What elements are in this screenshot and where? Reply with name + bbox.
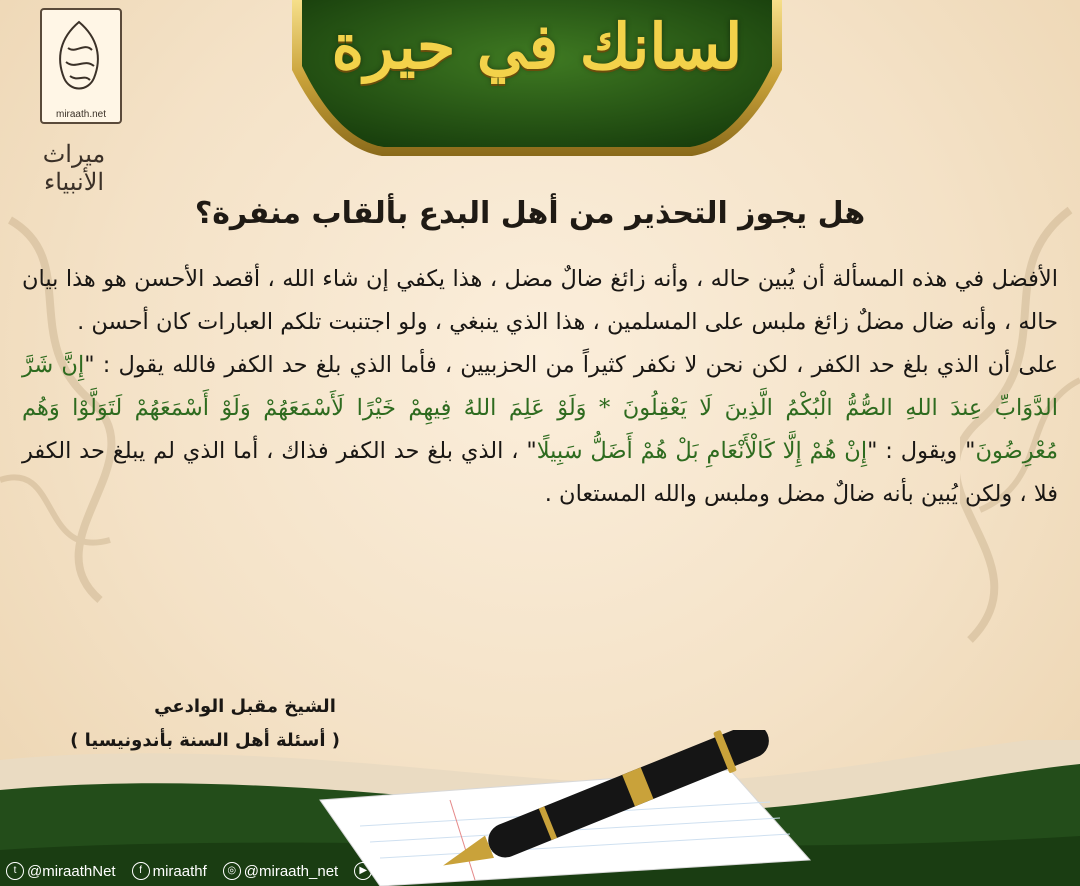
header-banner	[292, 0, 782, 158]
social-item-youtube[interactable]	[354, 862, 448, 880]
logo-calligraphy-icon	[50, 18, 108, 100]
social-item-instagram[interactable]	[223, 862, 338, 880]
social-handle: miraathf	[152, 862, 207, 880]
instagram-icon: ◎	[223, 862, 241, 880]
answer-text: على أن الذي بلغ حد الكفر ، لكن نحن لا نكفر كثيراً من الحزبيين ، فأما الذي بلغ حد الكفر فالله يقول : "	[84, 352, 1058, 378]
sheikh-name: الشيخ مقبل الوادعي	[154, 696, 336, 717]
social-item-facebook[interactable]	[132, 862, 207, 880]
source-book: ( أسئلة أهل السنة بأندونيسيا )	[70, 730, 340, 751]
answer-paragraph-2	[22, 344, 1058, 516]
quran-verse: إِنَّ شَرَّ الدَّوَابِّ عِندَ اللهِ الصُّمُّ الْبُكْمُ الَّذِينَ لَا يَعْقِلُونَ * وَلَوْ عَلِمَ اللهُ فِيهِمْ خَيْرًا لَأَسْمَعَهُمْ وَلَوْ أَسْمَعَهُمْ لَتَوَلَّوْا وَهُم مُعْرِضُونَ	[22, 352, 1059, 464]
answer-text: " ، الذي بلغ حد الكفر فذاك ، أما الذي لم يبلغ حد الكفر فلا ، ولكن يُبين بأنه ضالٌ مضل وملبس والله المستعان .	[22, 438, 1058, 507]
facebook-icon: f	[132, 862, 150, 880]
twitter-icon: t	[6, 862, 24, 880]
logo-url: miraath.net	[55, 109, 107, 120]
quran-verse: إِنْ هُمْ إِلَّا كَالْأَنْعَامِ بَلْ هُمْ أَضَلُّ سَبِيلًا	[536, 438, 868, 464]
question-title: هل يجوز التحذير من أهل البدع بألقاب منفرة؟	[194, 196, 866, 231]
social-handle: miraathNet	[375, 862, 449, 880]
social-links	[6, 858, 449, 884]
site-logo	[40, 8, 122, 124]
social-handle: @miraathNet	[27, 862, 116, 880]
answer-body	[22, 258, 1058, 516]
social-handle: @miraath_net	[243, 862, 339, 880]
youtube-icon: ▶	[354, 862, 372, 880]
answer-paragraph-1: الأفضل في هذه المسألة أن يُبين حاله ، وأنه زائغ ضالٌ مضل ، هذا يكفي إن شاء الله ، أقصد الأحسن هو هذا بيان حاله ، وأنه ضال مضلٌ زائغ ملبس على المسلمين ، هذا الذي ينبغي ، ولو اجتنبت تلكم العبارات كان أحسن .	[22, 266, 1058, 335]
social-item-twitter[interactable]	[6, 862, 116, 880]
logo-name: ميراث الأنبياء	[42, 140, 106, 196]
banner-title: لسانك في حيرة	[331, 10, 743, 83]
answer-text: " ويقول : "	[867, 438, 976, 464]
